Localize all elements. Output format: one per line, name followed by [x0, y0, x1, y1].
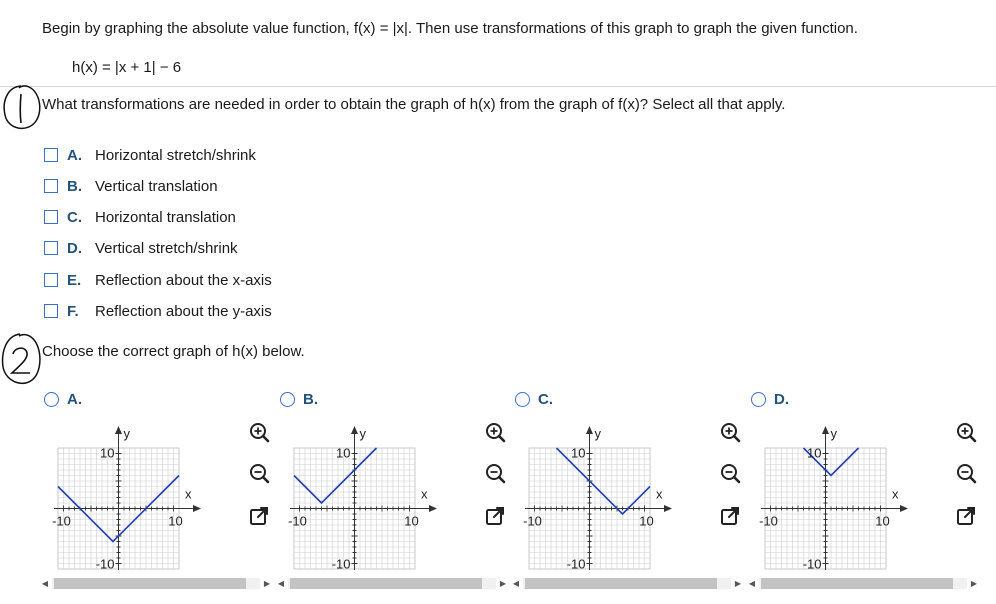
- option-checkbox[interactable]: [44, 179, 58, 193]
- option-e[interactable]: [44, 270, 272, 290]
- x-axis-label: x: [421, 486, 428, 502]
- radio-button[interactable]: [751, 392, 766, 407]
- y-axis-arrow: [586, 426, 593, 434]
- option-letter: A.: [67, 146, 82, 164]
- scroll-left-icon[interactable]: ◀: [41, 579, 49, 588]
- x-tick-label-min: -10: [288, 513, 307, 529]
- graph-choice-c[interactable]: [515, 391, 553, 408]
- choice-letter: C.: [538, 391, 553, 408]
- y-tick-label-min: -10: [95, 556, 115, 570]
- scroll-right-icon[interactable]: ▶: [499, 579, 507, 588]
- option-d[interactable]: [44, 238, 238, 258]
- x-axis-arrow: [900, 505, 908, 512]
- question2-text: Choose the correct graph of h(x) below.: [42, 343, 305, 360]
- choice-letter: D.: [774, 391, 789, 408]
- y-axis-arrow: [822, 426, 829, 434]
- radio-button[interactable]: [280, 392, 295, 407]
- option-b[interactable]: [44, 176, 218, 196]
- option-f[interactable]: [44, 301, 272, 321]
- x-axis-arrow: [429, 505, 437, 512]
- radio-button[interactable]: [44, 392, 59, 407]
- x-tick-label-min: -10: [52, 513, 71, 529]
- x-axis-label: x: [892, 486, 899, 502]
- option-letter: C.: [67, 208, 82, 226]
- horizontal-scrollbar[interactable]: [511, 576, 743, 591]
- scroll-left-icon[interactable]: ◀: [748, 579, 756, 588]
- y-tick-label-max: 10: [571, 445, 586, 461]
- x-tick-label-max: 10: [875, 513, 890, 529]
- y-axis-label: y: [359, 426, 366, 441]
- scroll-right-icon[interactable]: ▶: [970, 579, 978, 588]
- graph-d: [723, 410, 913, 570]
- y-tick-label-max: 10: [807, 445, 822, 461]
- graph-choice-d[interactable]: [751, 391, 789, 408]
- option-letter: B.: [67, 177, 82, 195]
- y-tick-label-max: 10: [100, 445, 115, 461]
- question1-text: What transformations are needed in order to obtain the graph of h(x) from the graph of f(x)? Select all that apply.: [42, 96, 786, 113]
- horizontal-scrollbar[interactable]: [747, 576, 979, 591]
- option-label: Vertical translation: [95, 177, 218, 195]
- x-axis-label: x: [656, 486, 663, 502]
- graph-b: [252, 410, 442, 570]
- divider: [0, 86, 996, 87]
- option-checkbox[interactable]: [44, 210, 58, 224]
- graph-choice-a[interactable]: [44, 391, 82, 408]
- x-tick-label-max: 10: [168, 513, 183, 529]
- option-label: Horizontal stretch/shrink: [95, 146, 256, 164]
- scroll-thumb[interactable]: [761, 578, 953, 589]
- instructions: Begin by graphing the absolute value function, f(x) = |x|. Then use transformations of this graph to graph the given function.: [42, 20, 858, 37]
- zoom-out-icon[interactable]: [953, 461, 979, 487]
- choice-letter: B.: [303, 391, 318, 408]
- y-axis-arrow: [115, 426, 122, 434]
- option-checkbox[interactable]: [44, 273, 58, 287]
- scroll-thumb[interactable]: [54, 578, 246, 589]
- horizontal-scrollbar[interactable]: [276, 576, 508, 591]
- option-label: Vertical stretch/shrink: [95, 239, 238, 257]
- option-letter: F.: [67, 302, 79, 320]
- graph-c: [487, 410, 677, 570]
- scroll-left-icon[interactable]: ◀: [512, 579, 520, 588]
- option-c[interactable]: [44, 207, 236, 227]
- option-label: Horizontal translation: [95, 208, 236, 226]
- option-a[interactable]: [44, 145, 256, 165]
- popout-icon[interactable]: [953, 503, 979, 529]
- graph-a: [16, 410, 206, 570]
- option-checkbox[interactable]: [44, 148, 58, 162]
- x-axis-arrow: [664, 505, 672, 512]
- option-label: Reflection about the x-axis: [95, 271, 272, 289]
- y-axis-label: y: [594, 426, 601, 441]
- y-axis-label: y: [123, 426, 130, 441]
- radio-button[interactable]: [515, 392, 530, 407]
- x-tick-label-max: 10: [639, 513, 654, 529]
- handwritten-circle-1: [0, 80, 44, 136]
- y-tick-label-min: -10: [331, 556, 351, 570]
- y-axis-label: y: [830, 426, 837, 441]
- y-tick-label-min: -10: [566, 556, 586, 570]
- x-tick-label-min: -10: [759, 513, 778, 529]
- x-axis-label: x: [185, 486, 192, 502]
- horizontal-scrollbar[interactable]: [40, 576, 272, 591]
- x-tick-label-max: 10: [404, 513, 419, 529]
- given-function: h(x) = |x + 1| − 6: [72, 59, 182, 76]
- y-tick-label-max: 10: [336, 445, 351, 461]
- option-letter: E.: [67, 271, 82, 289]
- option-letter: D.: [67, 239, 82, 257]
- scroll-thumb[interactable]: [290, 578, 482, 589]
- scroll-right-icon[interactable]: ▶: [263, 579, 271, 588]
- y-tick-label-min: -10: [802, 556, 822, 570]
- option-checkbox[interactable]: [44, 241, 58, 255]
- y-axis-arrow: [351, 426, 358, 434]
- handwritten-circle-2: [0, 330, 44, 392]
- option-label: Reflection about the y-axis: [95, 302, 272, 320]
- scroll-thumb[interactable]: [525, 578, 717, 589]
- choice-letter: A.: [67, 391, 82, 408]
- scroll-left-icon[interactable]: ◀: [277, 579, 285, 588]
- zoom-in-icon[interactable]: [953, 420, 979, 446]
- scroll-right-icon[interactable]: ▶: [734, 579, 742, 588]
- x-axis-arrow: [193, 505, 201, 512]
- option-checkbox[interactable]: [44, 304, 58, 318]
- x-tick-label-min: -10: [523, 513, 542, 529]
- graph-choice-b[interactable]: [280, 391, 318, 408]
